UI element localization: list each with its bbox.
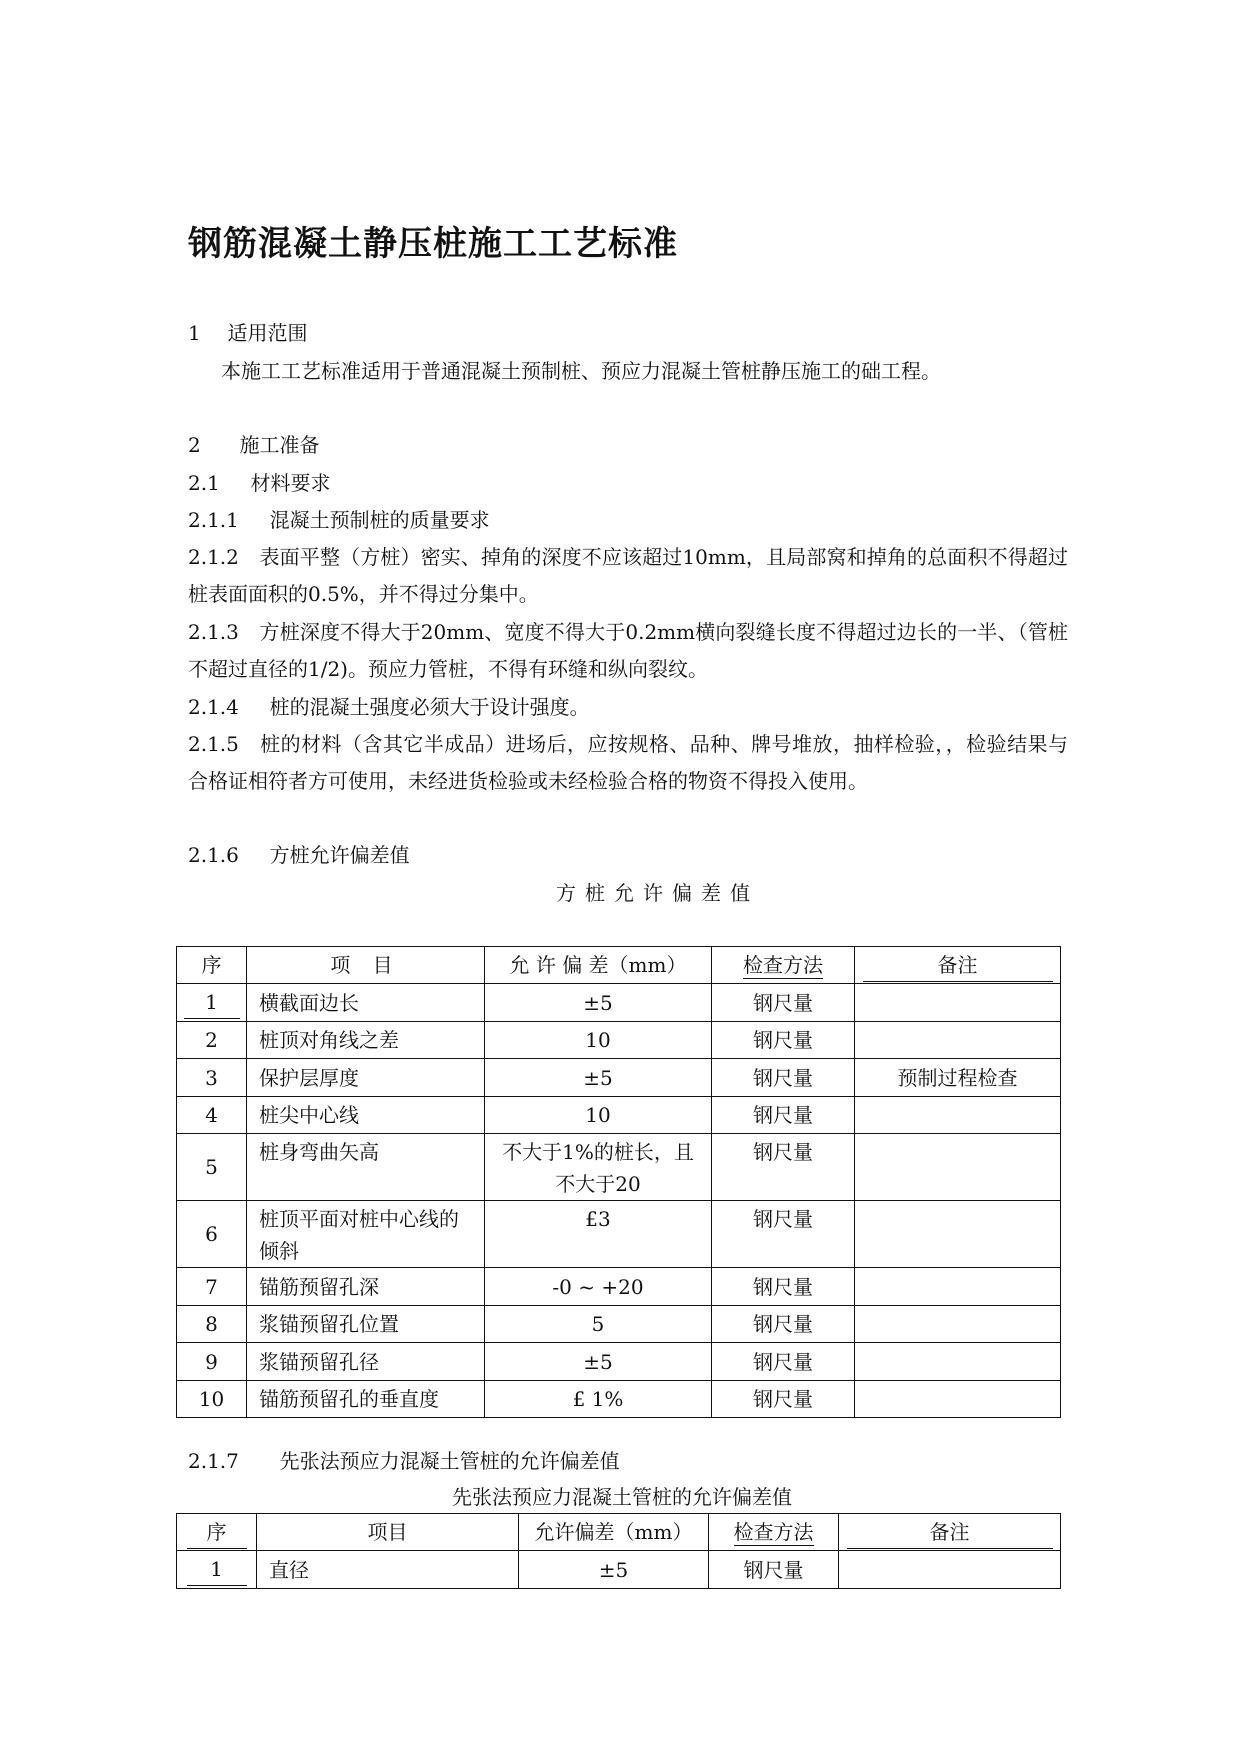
header-item: 项目	[257, 1514, 519, 1551]
table-header-row	[177, 947, 1061, 984]
clause-number: 2.1.6	[188, 843, 239, 867]
table-row: 4 桩尖中心线 10 钢尺量	[177, 1097, 1061, 1134]
section-2-1-4	[188, 694, 590, 720]
table-row: 6 桩顶平面对桩中心线的倾斜 £3 钢尺量	[177, 1201, 1061, 1268]
table-row: 1 直径 ±5 钢尺量	[177, 1551, 1061, 1589]
table-row: 1 横截面边长 ±5 钢尺量	[177, 984, 1061, 1022]
section-2-heading	[188, 432, 319, 458]
header-method: 检查方法	[709, 1514, 839, 1551]
table-row: 5 桩身弯曲矢高 不大于1%的桩长，且不大于20 钢尺量	[177, 1134, 1061, 1201]
section-number: 2	[188, 433, 201, 457]
header-note: 备注	[855, 947, 1061, 984]
section-title: 适用范围	[227, 321, 308, 345]
clause-text: 方桩深度不得大于20mm、宽度不得大于0.2mm横向裂缝长度不得超过边长的一半、（管桩不超过直径的1/2)。预应力管桩，不得有环缝和纵向裂纹。	[188, 620, 1068, 681]
clause-text: 表面平整（方桩）密实、掉角的深度不应该超过10mm，且局部窝和掉角的总面积不得超过桩表面面积的0.5%，并不得过分集中。	[188, 545, 1068, 606]
table-row: 9 浆锚预留孔径 ±5 钢尺量	[177, 1343, 1061, 1381]
section-2-1-5	[188, 726, 1068, 800]
header-tolerance: 允 许 偏 差（mm）	[485, 947, 712, 984]
header-item: 项 目	[247, 947, 485, 984]
clause-number: 2.1.1	[188, 508, 239, 532]
clause-text: 先张法预应力混凝土管桩的允许偏差值	[279, 1449, 620, 1473]
section-2-1-7	[188, 1448, 620, 1474]
section-1-body: 本施工工艺标准适用于普通混凝土预制桩、预应力混凝土管桩静压施工的础工程。	[221, 359, 941, 383]
clause-number: 2.1.3	[188, 620, 239, 644]
section-1-heading	[188, 320, 307, 346]
section-title: 施工准备	[239, 433, 320, 457]
header-method: 检查方法	[712, 947, 855, 984]
clause-text: 材料要求	[250, 471, 331, 495]
table-row: 2 桩顶对角线之差 10 钢尺量	[177, 1022, 1061, 1059]
table-1-caption: 方桩允许偏差值	[556, 881, 759, 905]
clause-number: 2.1.7	[188, 1449, 239, 1473]
clause-number: 2.1.4	[188, 695, 239, 719]
clause-text: 桩的材料（含其它半成品）进场后，应按规格、品种、牌号堆放，抽样检验，，检验结果与合格证相符者方可使用，未经进货检验或未经检验合格的物资不得投入使用。	[188, 732, 1069, 793]
header-note: 备注	[839, 1514, 1061, 1551]
table-header-row	[177, 1514, 1061, 1551]
tolerance-table-square-pile	[176, 946, 1061, 1418]
header-tolerance: 允许偏差（mm）	[519, 1514, 709, 1551]
clause-text: 桩的混凝土强度必须大于设计强度。	[269, 695, 590, 719]
table-row: 8 浆锚预留孔位置 5 钢尺量	[177, 1306, 1061, 1343]
section-2-1	[188, 470, 331, 496]
table-row: 3 保护层厚度 ±5 钢尺量 预制过程检查	[177, 1059, 1061, 1097]
section-2-1-1	[188, 507, 490, 533]
table-row: 10 锚筋预留孔的垂直度 £ 1% 钢尺量	[177, 1381, 1061, 1418]
clause-number: 2.1.2	[188, 545, 239, 569]
clause-text: 混凝土预制桩的质量要求	[269, 508, 490, 532]
clause-text: 方桩允许偏差值	[269, 843, 410, 867]
header-seq: 序	[177, 947, 247, 984]
section-2-1-6	[188, 842, 410, 868]
clause-number: 2.1.5	[188, 732, 239, 756]
document-title: 钢筋混凝土静压桩施工工艺标准	[188, 224, 678, 264]
section-number: 1	[188, 321, 201, 345]
table-row: 7 锚筋预留孔深 -0 ~ +20 钢尺量	[177, 1268, 1061, 1306]
section-2-1-2	[188, 539, 1068, 613]
clause-number: 2.1	[188, 471, 220, 495]
table-2-caption: 先张法预应力混凝土管桩的允许偏差值	[452, 1485, 792, 1509]
section-2-1-3	[188, 614, 1068, 688]
header-seq: 序	[177, 1514, 257, 1551]
tolerance-table-pipe-pile	[176, 1513, 1061, 1589]
